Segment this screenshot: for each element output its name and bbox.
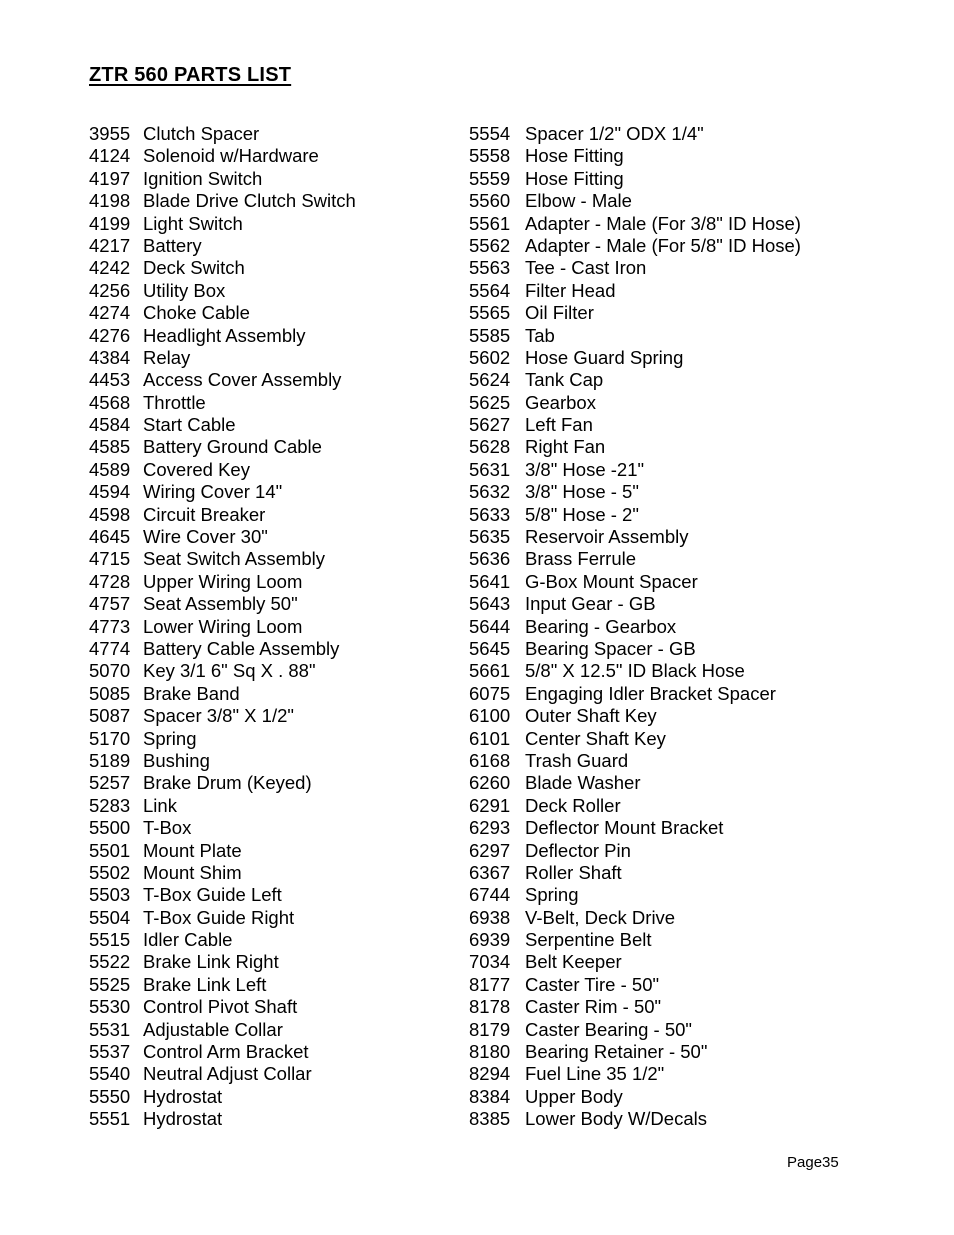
part-number: 5530 xyxy=(89,996,131,1018)
part-row xyxy=(469,190,801,212)
part-description: Caster Tire - 50" xyxy=(525,973,660,995)
part-number: 4598 xyxy=(89,503,131,525)
part-description: Control Arm Bracket xyxy=(143,1041,309,1063)
part-description: Relay xyxy=(143,346,191,368)
part-row xyxy=(469,168,801,190)
part-row xyxy=(89,683,356,705)
part-description: Blade Washer xyxy=(525,772,641,794)
part-row xyxy=(469,862,801,884)
part-row xyxy=(89,929,356,951)
part-row xyxy=(89,481,356,503)
part-description: Control Pivot Shaft xyxy=(143,996,298,1018)
part-number: 5554 xyxy=(469,123,511,144)
part-description: Hose Guard Spring xyxy=(525,346,684,368)
part-description: Bearing Spacer - GB xyxy=(525,637,696,659)
part-number: 4584 xyxy=(89,414,131,436)
part-number: 6939 xyxy=(469,929,511,951)
part-description: Reservoir Assembly xyxy=(525,526,689,548)
part-description: Hose Fitting xyxy=(525,167,624,189)
part-number: 5504 xyxy=(89,906,131,928)
part-row xyxy=(89,190,356,212)
part-row xyxy=(469,616,801,638)
part-description: Choke Cable xyxy=(143,302,250,324)
part-row xyxy=(469,840,801,862)
part-description: Trash Guard xyxy=(525,749,629,771)
part-number: 5636 xyxy=(469,548,511,570)
part-description: Headlight Assembly xyxy=(143,324,306,346)
part-description: Lower Body W/Decals xyxy=(525,1108,707,1130)
part-row xyxy=(89,1041,356,1063)
part-description: Wire Cover 30" xyxy=(143,526,268,548)
part-description: Mount Shim xyxy=(143,861,242,883)
part-row xyxy=(89,728,356,750)
part-row xyxy=(469,638,801,660)
part-description: Brake Drum (Keyed) xyxy=(143,772,312,794)
part-number: 5531 xyxy=(89,1018,131,1040)
part-description: Wiring Cover 14" xyxy=(143,481,283,503)
part-row xyxy=(89,817,356,839)
part-number: 8385 xyxy=(469,1108,511,1130)
part-description: 5/8" Hose - 2" xyxy=(525,503,639,525)
part-row xyxy=(469,929,801,951)
part-description: Hydrostat xyxy=(143,1108,223,1130)
part-number: 5563 xyxy=(469,257,511,279)
part-description: Roller Shaft xyxy=(525,861,622,883)
part-number: 5631 xyxy=(469,458,511,480)
part-description: Upper Body xyxy=(525,1085,623,1107)
part-description: Upper Wiring Loom xyxy=(143,570,303,592)
part-row xyxy=(89,369,356,391)
part-number: 7034 xyxy=(469,951,511,973)
part-row xyxy=(89,974,356,996)
part-description: Caster Bearing - 50" xyxy=(525,1018,692,1040)
part-description: T-Box Guide Left xyxy=(143,884,282,906)
part-number: 6260 xyxy=(469,772,511,794)
part-number: 5525 xyxy=(89,973,131,995)
part-number: 4728 xyxy=(89,570,131,592)
part-number: 5540 xyxy=(89,1063,131,1085)
part-number: 5627 xyxy=(469,414,511,436)
part-description: Right Fan xyxy=(525,436,606,458)
part-number: 4585 xyxy=(89,436,131,458)
part-row xyxy=(89,504,356,526)
part-row xyxy=(469,660,801,682)
part-number: 4568 xyxy=(89,391,131,413)
part-description: Start Cable xyxy=(143,414,236,436)
part-description: Adapter - Male (For 5/8" ID Hose) xyxy=(525,234,801,256)
part-description: Blade Drive Clutch Switch xyxy=(143,190,356,212)
part-description: Deck Switch xyxy=(143,257,245,279)
part-row xyxy=(89,772,356,794)
part-description: Oil Filter xyxy=(525,302,594,324)
part-number: 4757 xyxy=(89,593,131,615)
part-description: Input Gear - GB xyxy=(525,593,656,615)
part-row xyxy=(469,414,801,436)
part-number: 4715 xyxy=(89,548,131,570)
part-number: 5515 xyxy=(89,929,131,951)
part-number: 6938 xyxy=(469,906,511,928)
part-description: Spring xyxy=(525,884,579,906)
part-description: Adapter - Male (For 3/8" ID Hose) xyxy=(525,212,801,234)
part-number: 5558 xyxy=(469,145,511,167)
part-row xyxy=(469,526,801,548)
part-description: Serpentine Belt xyxy=(525,929,652,951)
part-row xyxy=(469,145,801,167)
part-row xyxy=(469,884,801,906)
part-number: 4276 xyxy=(89,324,131,346)
part-number: 8178 xyxy=(469,996,511,1018)
part-number: 5085 xyxy=(89,682,131,704)
part-row xyxy=(89,548,356,570)
part-row xyxy=(469,907,801,929)
part-number: 4274 xyxy=(89,302,131,324)
part-row xyxy=(469,795,801,817)
part-description: Deflector Pin xyxy=(525,839,631,861)
part-row xyxy=(89,526,356,548)
part-description: Link xyxy=(143,794,177,816)
part-description: Seat Switch Assembly xyxy=(143,548,325,570)
part-number: 5644 xyxy=(469,615,511,637)
part-description: Adjustable Collar xyxy=(143,1018,283,1040)
part-number: 5624 xyxy=(469,369,511,391)
part-row xyxy=(469,213,801,235)
part-row xyxy=(469,325,801,347)
part-row xyxy=(89,1086,356,1108)
part-number: 6075 xyxy=(469,682,511,704)
part-number: 4242 xyxy=(89,257,131,279)
part-description: Utility Box xyxy=(143,279,226,301)
part-row xyxy=(89,280,356,302)
part-row xyxy=(89,593,356,615)
part-number: 6293 xyxy=(469,817,511,839)
part-row xyxy=(469,481,801,503)
part-number: 5641 xyxy=(469,570,511,592)
part-number: 4645 xyxy=(89,526,131,548)
part-number: 5170 xyxy=(89,727,131,749)
part-row xyxy=(89,840,356,862)
part-description: G-Box Mount Spacer xyxy=(525,570,698,592)
part-number: 8294 xyxy=(469,1063,511,1085)
part-row xyxy=(469,817,801,839)
part-description: Fuel Line 35 1/2" xyxy=(525,1063,665,1085)
part-row xyxy=(469,1063,801,1085)
part-row xyxy=(89,123,356,145)
part-row xyxy=(89,907,356,929)
part-description: Seat Assembly 50" xyxy=(143,593,298,615)
part-description: Bearing - Gearbox xyxy=(525,615,677,637)
part-number: 4256 xyxy=(89,279,131,301)
part-row xyxy=(469,571,801,593)
part-number: 6100 xyxy=(469,705,511,727)
part-description: Belt Keeper xyxy=(525,951,622,973)
part-description: Spacer 3/8" X 1/2" xyxy=(143,705,294,727)
part-description: Solenoid w/Hardware xyxy=(143,145,319,167)
part-description: Spring xyxy=(143,727,197,749)
part-description: Hose Fitting xyxy=(525,145,624,167)
part-number: 5562 xyxy=(469,234,511,256)
part-row xyxy=(469,996,801,1018)
part-description: Bearing Retainer - 50" xyxy=(525,1041,708,1063)
part-row xyxy=(469,436,801,458)
part-number: 5564 xyxy=(469,279,511,301)
part-description: V-Belt, Deck Drive xyxy=(525,906,676,928)
part-description: Lower Wiring Loom xyxy=(143,615,303,637)
part-number: 5550 xyxy=(89,1085,131,1107)
part-row xyxy=(89,638,356,660)
part-number: 5565 xyxy=(469,302,511,324)
part-row xyxy=(89,213,356,235)
part-description: Circuit Breaker xyxy=(143,503,266,525)
part-description: Brake Link Left xyxy=(143,973,267,995)
part-row xyxy=(469,504,801,526)
part-row xyxy=(89,325,356,347)
part-number: 4124 xyxy=(89,145,131,167)
part-row xyxy=(469,683,801,705)
part-description: Brake Band xyxy=(143,682,240,704)
part-number: 5559 xyxy=(469,167,511,189)
part-row xyxy=(89,1019,356,1041)
part-row xyxy=(89,302,356,324)
part-description: Tab xyxy=(525,324,555,346)
part-row xyxy=(89,660,356,682)
part-row xyxy=(89,414,356,436)
part-number: 8179 xyxy=(469,1018,511,1040)
part-description: Access Cover Assembly xyxy=(143,369,342,391)
part-row xyxy=(469,280,801,302)
part-number: 5087 xyxy=(89,705,131,727)
part-description: 5/8" X 12.5" ID Black Hose xyxy=(525,660,745,682)
part-row xyxy=(89,257,356,279)
part-number: 5625 xyxy=(469,391,511,413)
part-number: 5560 xyxy=(469,190,511,212)
part-description: Idler Cable xyxy=(143,929,233,951)
part-number: 4594 xyxy=(89,481,131,503)
part-description: Ignition Switch xyxy=(143,167,263,189)
part-description: Deflector Mount Bracket xyxy=(525,817,724,839)
part-description: Engaging Idler Bracket Spacer xyxy=(525,682,776,704)
part-row xyxy=(469,1041,801,1063)
part-description: Bushing xyxy=(143,749,210,771)
part-number: 5500 xyxy=(89,817,131,839)
part-number: 8177 xyxy=(469,973,511,995)
part-row xyxy=(89,436,356,458)
part-row xyxy=(89,795,356,817)
part-row xyxy=(89,571,356,593)
part-number: 6291 xyxy=(469,794,511,816)
part-row xyxy=(469,347,801,369)
part-number: 5551 xyxy=(89,1108,131,1130)
parts-list-right-column xyxy=(469,123,801,1131)
part-row xyxy=(89,392,356,414)
part-number: 5503 xyxy=(89,884,131,906)
part-description: Gearbox xyxy=(525,391,596,413)
part-row xyxy=(469,1086,801,1108)
part-number: 5561 xyxy=(469,212,511,234)
part-row xyxy=(89,884,356,906)
part-number: 4197 xyxy=(89,167,131,189)
part-row xyxy=(469,593,801,615)
part-description: Elbow - Male xyxy=(525,190,632,212)
part-description: Throttle xyxy=(143,391,206,413)
part-description: Battery Ground Cable xyxy=(143,436,322,458)
part-row xyxy=(89,347,356,369)
part-description: 3/8" Hose - 5" xyxy=(525,481,639,503)
part-number: 6744 xyxy=(469,884,511,906)
part-number: 5257 xyxy=(89,772,131,794)
part-description: Mount Plate xyxy=(143,839,242,861)
part-description: Tee - Cast Iron xyxy=(525,257,647,279)
part-row xyxy=(89,459,356,481)
part-row xyxy=(89,996,356,1018)
part-description: T-Box xyxy=(143,817,192,839)
part-number: 5585 xyxy=(469,324,511,346)
part-row xyxy=(469,235,801,257)
parts-list-left-column xyxy=(89,123,356,1131)
part-row xyxy=(469,705,801,727)
part-description: Center Shaft Key xyxy=(525,727,666,749)
part-number: 4217 xyxy=(89,234,131,256)
part-number: 5628 xyxy=(469,436,511,458)
part-description: Brake Link Right xyxy=(143,951,279,973)
part-description: 3/8" Hose -21" xyxy=(525,458,645,480)
part-number: 4774 xyxy=(89,637,131,659)
part-row xyxy=(469,750,801,772)
part-description: Hydrostat xyxy=(143,1085,223,1107)
part-row xyxy=(469,772,801,794)
part-number: 5501 xyxy=(89,839,131,861)
part-number: 5661 xyxy=(469,660,511,682)
part-row xyxy=(469,392,801,414)
part-row xyxy=(469,974,801,996)
part-description: Covered Key xyxy=(143,458,250,480)
part-row xyxy=(89,705,356,727)
part-description: Battery Cable Assembly xyxy=(143,637,340,659)
part-row xyxy=(89,616,356,638)
part-number: 8384 xyxy=(469,1085,511,1107)
part-row xyxy=(89,862,356,884)
part-row xyxy=(89,235,356,257)
part-description: Brass Ferrule xyxy=(525,548,637,570)
part-description: Spacer 1/2" ODX 1/4" xyxy=(525,123,704,144)
part-number: 5645 xyxy=(469,637,511,659)
part-number: 4384 xyxy=(89,346,131,368)
part-number: 4589 xyxy=(89,458,131,480)
part-number: 6168 xyxy=(469,749,511,771)
page-number: Page35 xyxy=(787,1154,839,1171)
part-row xyxy=(469,302,801,324)
part-number: 5643 xyxy=(469,593,511,615)
part-row xyxy=(89,750,356,772)
part-row xyxy=(469,1019,801,1041)
part-row xyxy=(89,145,356,167)
part-row xyxy=(469,257,801,279)
part-row xyxy=(89,1063,356,1085)
part-row xyxy=(469,369,801,391)
part-description: Filter Head xyxy=(525,279,616,301)
part-description: Deck Roller xyxy=(525,794,621,816)
part-description: Battery xyxy=(143,234,202,256)
part-number: 6101 xyxy=(469,727,511,749)
part-description: Neutral Adjust Collar xyxy=(143,1063,312,1085)
page-title: ZTR 560 PARTS LIST xyxy=(89,64,292,86)
part-number: 3955 xyxy=(89,123,131,144)
part-number: 4773 xyxy=(89,615,131,637)
part-number: 6367 xyxy=(469,861,511,883)
part-number: 5283 xyxy=(89,794,131,816)
part-row xyxy=(89,1108,356,1130)
part-number: 4453 xyxy=(89,369,131,391)
part-description: Light Switch xyxy=(143,212,243,234)
part-number: 5502 xyxy=(89,861,131,883)
part-number: 5602 xyxy=(469,346,511,368)
part-number: 5537 xyxy=(89,1041,131,1063)
part-number: 5633 xyxy=(469,503,511,525)
part-row xyxy=(469,459,801,481)
part-description: Caster Rim - 50" xyxy=(525,996,662,1018)
part-description: Tank Cap xyxy=(525,369,604,391)
part-description: Left Fan xyxy=(525,414,593,436)
part-number: 5522 xyxy=(89,951,131,973)
part-row xyxy=(469,548,801,570)
part-row xyxy=(469,123,801,145)
part-number: 8180 xyxy=(469,1041,511,1063)
part-number: 4199 xyxy=(89,212,131,234)
part-number: 5632 xyxy=(469,481,511,503)
part-description: T-Box Guide Right xyxy=(143,906,295,928)
part-row xyxy=(469,951,801,973)
part-number: 6297 xyxy=(469,839,511,861)
part-row xyxy=(89,168,356,190)
part-number: 4198 xyxy=(89,190,131,212)
part-number: 5189 xyxy=(89,749,131,771)
part-number: 5070 xyxy=(89,660,131,682)
part-description: Key 3/1 6" Sq X . 88" xyxy=(143,660,316,682)
part-row xyxy=(89,951,356,973)
part-description: Clutch Spacer xyxy=(143,123,260,144)
part-description: Outer Shaft Key xyxy=(525,705,657,727)
part-row xyxy=(469,728,801,750)
part-number: 5635 xyxy=(469,526,511,548)
part-row xyxy=(469,1108,801,1130)
